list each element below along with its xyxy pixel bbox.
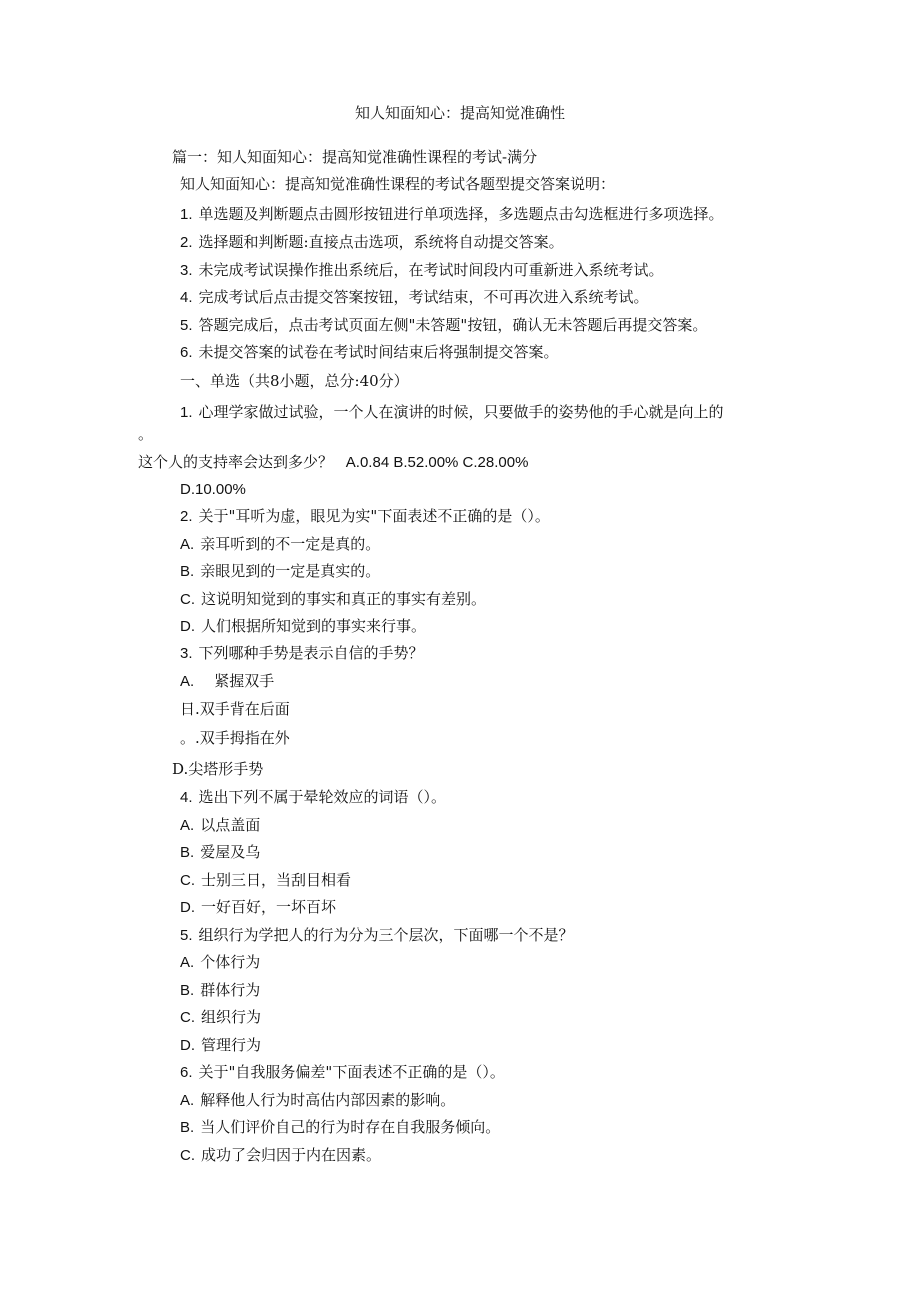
option-key: C. — [180, 1009, 195, 1026]
option-a — [180, 1090, 455, 1111]
part-heading: 一、单选（共8小题，总分:40分） — [180, 372, 409, 390]
option-a — [180, 671, 274, 692]
option-key: B. — [180, 844, 195, 861]
question-number: 6. — [180, 1064, 193, 1081]
option-key: B. — [180, 1119, 195, 1136]
page-title: 知人知面知心：提高知觉准确性 — [354, 104, 565, 122]
option-text: 以点盖面 — [200, 816, 261, 834]
option-key: B. — [180, 563, 195, 580]
section-heading: 篇一：知人知面知心：提高知觉准确性课程的考试-满分 — [172, 148, 538, 166]
option-key: D. — [180, 1037, 195, 1054]
option-text: 爱屋及乌 — [200, 843, 261, 861]
option-text: 士别三日，当刮目相看 — [201, 871, 352, 889]
question-6 — [180, 1062, 505, 1083]
option-b — [180, 561, 380, 582]
option-text: 组织行为 — [201, 1008, 262, 1026]
question-1-continued — [138, 452, 528, 473]
question-text: 关于"耳听为虚，眼见为实"下面表述不正确的是（）。 — [198, 507, 550, 525]
rule-item — [180, 342, 559, 363]
option-text: 紧握双手 — [214, 672, 275, 690]
option-b — [180, 842, 260, 863]
question-number: 3. — [180, 645, 193, 662]
question-text: 选出下列不属于晕轮效应的词语（）。 — [198, 788, 447, 806]
wrap-mark: 。 — [138, 425, 154, 443]
rule-item — [180, 287, 649, 308]
option-key: C. — [180, 872, 195, 889]
option-key: B. — [180, 982, 195, 999]
question-5 — [180, 925, 574, 946]
rule-number: 3. — [180, 262, 193, 279]
option-b: 日.双手背在后面 — [180, 700, 290, 718]
question-1 — [180, 402, 724, 423]
option-text: 成功了会归因于内在因素。 — [201, 1146, 382, 1164]
option-d — [180, 897, 336, 918]
option-text: 这说明知觉到的事实和真正的事实有差别。 — [201, 590, 487, 608]
option-text: 个体行为 — [200, 953, 261, 971]
option-d — [180, 616, 426, 637]
rule-text: 完成考试后点击提交答案按钮，考试结束，不可再次进入系统考试。 — [198, 288, 649, 306]
option-key: A. — [180, 673, 195, 690]
option-a — [180, 815, 260, 836]
rule-item — [180, 232, 564, 253]
question-text: 关于"自我服务偏差"下面表述不正确的是（）。 — [198, 1063, 505, 1081]
question-number: 5. — [180, 927, 193, 944]
option-text: 解释他人行为时高估内部因素的影响。 — [200, 1091, 456, 1109]
option-b — [180, 980, 260, 1001]
intro-text: 知人知面知心：提高知觉准确性课程的考试各题型提交答案说明： — [180, 175, 616, 193]
option-c — [180, 870, 351, 891]
option-c — [180, 1145, 381, 1166]
option-key: A. — [180, 817, 195, 834]
option-c — [180, 589, 486, 610]
question-2 — [180, 506, 550, 527]
option-key: C. — [180, 1147, 195, 1164]
question-number: 4. — [180, 789, 193, 806]
rule-item — [180, 260, 664, 281]
option-a — [180, 952, 260, 973]
rule-item — [180, 204, 724, 225]
rule-text: 未提交答案的试卷在考试时间结束后将强制提交答案。 — [198, 343, 559, 361]
option-text: 亲眼见到的一定是真实的。 — [200, 562, 381, 580]
option-text: 人们根据所知觉到的事实来行事。 — [201, 617, 427, 635]
option-d: D.10.00% — [180, 481, 246, 498]
option-text: 管理行为 — [201, 1036, 262, 1054]
option-key: D. — [180, 899, 195, 916]
option-key: D. — [180, 618, 195, 635]
question-number: 1. — [180, 404, 193, 421]
option-key: C. — [180, 591, 195, 608]
option-text: 亲耳听到的不一定是真的。 — [200, 535, 381, 553]
option-a — [180, 534, 380, 555]
option-key: A. — [180, 1092, 195, 1109]
option-c — [180, 1007, 261, 1028]
question-text: 心理学家做过试验，一个人在演讲的时候，只要做手的姿势他的手心就是向上的 — [198, 403, 724, 421]
rule-number: 5. — [180, 317, 193, 334]
option-b — [180, 1117, 500, 1138]
option-d — [180, 1035, 261, 1056]
options-inline: A.0.84 B.52.00% C.28.00% — [345, 454, 529, 471]
option-text: 一好百好，一坏百坏 — [201, 898, 337, 916]
option-key: A. — [180, 954, 195, 971]
question-4 — [180, 787, 446, 808]
rule-text: 未完成考试误操作推出系统后，在考试时间段内可重新进入系统考试。 — [198, 261, 664, 279]
question-text: 下列哪种手势是表示自信的手势？ — [198, 644, 424, 662]
option-c: 。.双手拇指在外 — [180, 729, 290, 747]
rule-text: 单选题及判断题点击圆形按钮进行单项选择，多选题点击勾选框进行多项选择。 — [198, 205, 724, 223]
question-text: 组织行为学把人的行为分为三个层次，下面哪一个不是？ — [198, 926, 574, 944]
option-d: D.尖塔形手势 — [172, 760, 264, 778]
option-text: 当人们评价自己的行为时存在自我服务倾向。 — [200, 1118, 501, 1136]
question-3 — [180, 643, 424, 664]
question-number: 2. — [180, 508, 193, 525]
rule-number: 1. — [180, 206, 193, 223]
rule-number: 4. — [180, 289, 193, 306]
question-text: 这个人的支持率会达到多少？ — [138, 453, 334, 471]
rule-number: 6. — [180, 344, 193, 361]
option-key: A. — [180, 536, 195, 553]
rule-text: 答题完成后，点击考试页面左侧"未答题"按钮，确认无未答题后再提交答案。 — [198, 316, 708, 334]
rule-item — [180, 315, 707, 336]
rule-text: 选择题和判断题:直接点击选项，系统将自动提交答案。 — [198, 233, 564, 251]
rule-number: 2. — [180, 234, 193, 251]
option-text: 群体行为 — [200, 981, 261, 999]
